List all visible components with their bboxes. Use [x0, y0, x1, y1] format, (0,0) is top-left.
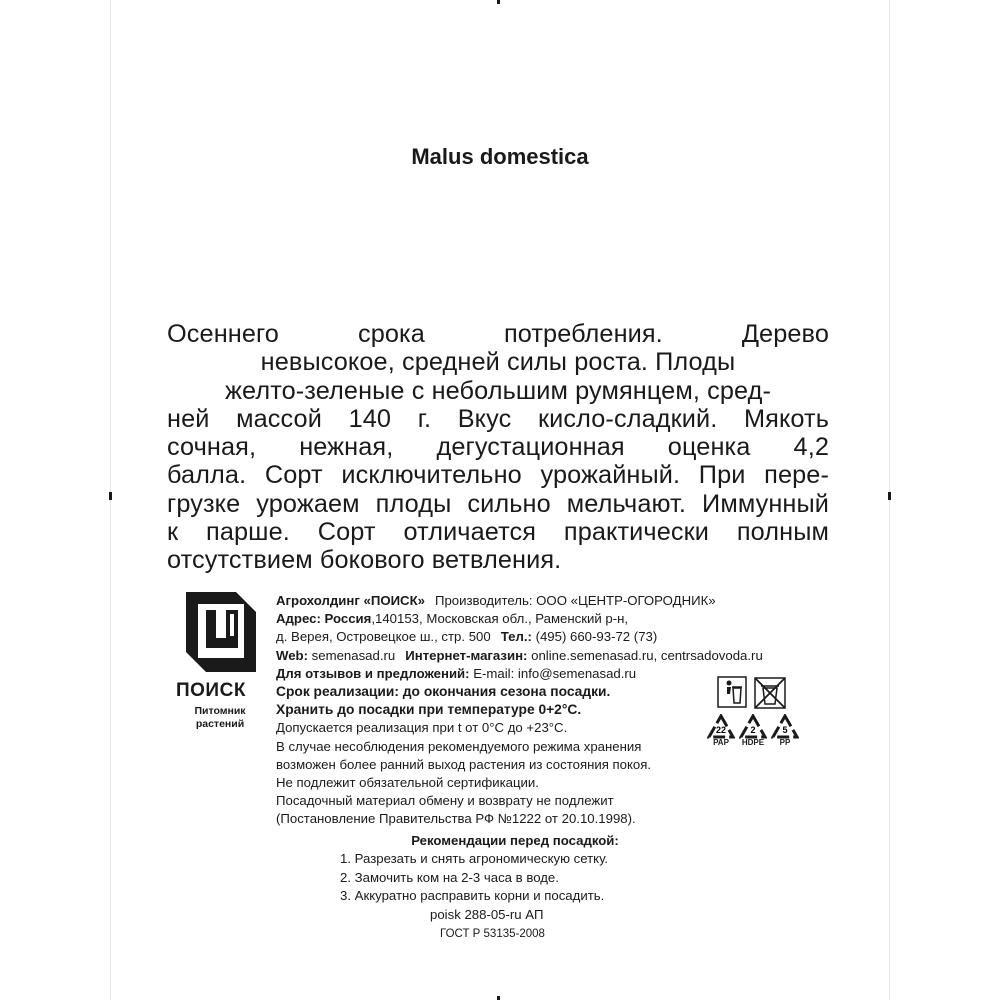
description-line: грузке урожаем плоды сильно мельчают. Иммунный [167, 489, 829, 518]
crop-mark-top [497, 0, 500, 4]
product-code: poisk 288-05-ru АП [430, 907, 544, 922]
logo-name: ПОИСК [176, 680, 246, 701]
tel: (495) 660-93-72 (73) [535, 629, 658, 645]
certification-note: Не подлежит обязательной сертификации. [276, 775, 539, 791]
shop-links: online.semenasad.ru, centrsadovoda.ru [531, 647, 763, 663]
recycle-label: PP [779, 738, 791, 747]
description-line: Осеннего срока потребления. Дерево [167, 320, 829, 348]
producer: Производитель: ООО «ЦЕНТР-ОГОРОДНИК» [434, 593, 716, 608]
recommendations-title: Рекомендации перед посадкой: [411, 833, 619, 848]
address-label: Адрес: [276, 611, 321, 627]
recycle-pap-icon [707, 714, 735, 740]
recommendation-step: 1. Разрезать и снять агрономическую сетку. [340, 851, 609, 867]
recycle-code: 22 [715, 725, 727, 735]
email: E-mail: info@semenasad.ru [473, 665, 637, 681]
poisk-logo-icon [176, 588, 260, 676]
species-latin-name: Malus domestica [411, 144, 589, 169]
storage-temperature: Хранить до посадки при температуре 0+2°С. [276, 702, 582, 718]
no-litter-icon [753, 676, 787, 710]
logo-subtitle: Питомник растений [194, 705, 246, 730]
crop-mark-bottom [497, 996, 500, 1000]
crop-mark-right [888, 492, 891, 500]
crop-mark-left [109, 492, 112, 500]
recommendation-steps [340, 850, 608, 905]
sale-period: Срок реализации: до окончания сезона посадки. [276, 684, 611, 700]
description-line: желто-зеленые с небольшим румянцем, сред- [225, 376, 771, 405]
recycle-pp-icon [771, 714, 799, 740]
trash-bin-icon [717, 676, 747, 708]
description-line: невысокое, средней силы роста. Плоды [260, 348, 736, 377]
recommendation-step: 3. Аккуратно расправить корни и посадить. [340, 888, 605, 904]
variety-description [167, 320, 829, 575]
address-line2: д. Верея, Островецкое ш., стр. 500 [276, 629, 491, 645]
recycle-label: PAP [713, 738, 729, 747]
company-info [276, 592, 763, 829]
info-line-web [276, 647, 763, 665]
info-line-feedback [276, 665, 763, 683]
tel-label: Тел.: [500, 629, 532, 645]
feedback-label: Для отзывов и предложений: [276, 665, 470, 681]
info-line-address [276, 610, 763, 628]
recommendation-step: 2. Замочить ком на 2-3 часа в воде. [340, 869, 559, 885]
poisk-logo [168, 588, 264, 730]
exchange-note-2: (Постановление Правительства РФ №1222 от 20.10.1998). [276, 811, 636, 827]
allowed-temperature: Допускается реализация при t от 0°С до +23°С. [276, 720, 568, 736]
planting-recommendations [0, 832, 1000, 940]
description-line: балла. Сорт исключительно урожайный. При пере- [167, 461, 829, 490]
holding-name: Агрохолдинг «ПОИСК» [276, 593, 425, 608]
description-line: к парше. Сорт отличается практически полным [167, 518, 829, 547]
web-label: Web: [276, 647, 308, 663]
address-country: Россия [324, 611, 372, 627]
storage-warning-1: В случае несоблюдения рекомендуемого режима хранения [276, 738, 642, 754]
storage-warning-2: возможен более ранний выход растения из состояния покоя. [276, 756, 652, 772]
shop-label: Интернет-магазин: [405, 647, 528, 663]
recycle-label: HDPE [741, 738, 765, 747]
description-line: сочная, нежная, дегустационная оценка 4,2 [167, 433, 829, 462]
recycle-code: 2 [750, 725, 756, 735]
gost-standard: ГОСТ Р 53135-2008 [440, 928, 545, 940]
description-line: ней массой 140 г. Вкус кисло-сладкий. Мякоть [167, 404, 829, 433]
web-link: semenasad.ru [311, 647, 396, 663]
recycle-hdpe-icon [739, 714, 767, 740]
description-line: отсутствием бокового ветвления. [167, 546, 562, 575]
info-line-address-2 [276, 628, 763, 646]
address-rest: ,140153, Московская обл., Раменский р-н, [371, 611, 629, 627]
recycle-code: 5 [782, 725, 788, 735]
exchange-note-1: Посадочный материал обмену и возврату не подлежит [276, 793, 614, 809]
info-line-holding [276, 592, 763, 610]
